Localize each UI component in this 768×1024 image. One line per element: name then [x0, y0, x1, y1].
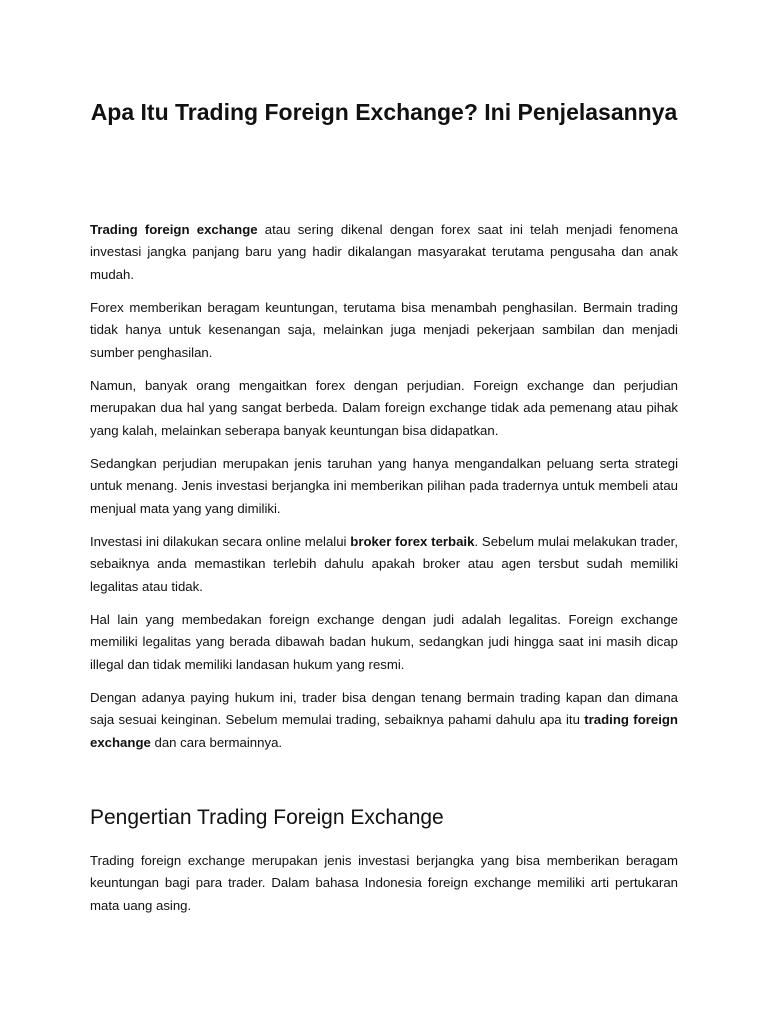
paragraph-text: Dengan adanya paying hukum ini, trader bisa dengan tenang bermain trading kapan dan dimana saja sesuai keinginan. Sebelum memulai trading, sebaiknya pahami dahulu apa itu	[90, 690, 678, 728]
section-paragraph: Trading foreign exchange merupakan jenis investasi berjangka yang bisa memberikan beragam keuntungan bagi para trader. Dalam bahasa Indonesia foreign exchange memiliki arti pertukaran mata uang asing.	[90, 853, 678, 913]
paragraph-text: . Sebelum mulai melakukan trader, sebaiknya anda memastikan terlebih dahulu apakah broker atau agen tersbut sudah memiliki legalitas atau tidak.	[90, 534, 679, 594]
document-title: Apa Itu Trading Foreign Exchange? Ini Penjelasannya	[90, 99, 678, 125]
section-heading: Pengertian Trading Foreign Exchange	[90, 806, 444, 829]
bold-term: Trading foreign exchange	[90, 222, 258, 237]
paragraph-text: atau sering dikenal dengan forex saat ini telah menjadi fenomena investasi jangka panjang baru yang hadir dikalangan masyarakat terutama pengusaha dan anak mudah.	[90, 222, 678, 282]
paragraph-text: Investasi ini dilakukan secara online melalui	[90, 534, 351, 549]
paragraph-5	[90, 531, 678, 598]
paragraph-4: Sedangkan perjudian merupakan jenis taruhan yang hanya mengandalkan peluang serta strategi untuk menang. Jenis investasi berjangka ini memberikan pilihan pada tradernya untuk membeli atau menjual mata yang yang dimiliki.	[90, 456, 678, 516]
bold-term: broker forex terbaik	[350, 534, 475, 549]
bold-term: trading foreign exchange	[90, 712, 678, 750]
paragraph-2: Forex memberikan beragam keuntungan, terutama bisa menambah penghasilan. Bermain trading tidak hanya untuk kesenangan saja, melainkan juga menjadi pekerjaan sambilan dan menjadi sumber penghasilan.	[90, 300, 678, 360]
paragraph-3: Namun, banyak orang mengaitkan forex dengan perjudian. Foreign exchange dan perjudian merupakan dua hal yang sangat berbeda. Dalam foreign exchange tidak ada pemenang atau pihak yang kalah, melainkan seberapa banyak keuntungan bisa didapatkan.	[90, 378, 678, 438]
paragraph-6: Hal lain yang membedakan foreign exchange dengan judi adalah legalitas. Foreign exchange memiliki legalitas yang berada dibawah badan hukum, sedangkan judi hingga saat ini masih dicap illegal dan tidak memiliki landasan hukum yang resmi.	[90, 612, 678, 672]
paragraph-1	[90, 219, 678, 286]
paragraph-text: dan cara bermainnya.	[150, 734, 283, 750]
paragraph-7	[90, 687, 678, 754]
